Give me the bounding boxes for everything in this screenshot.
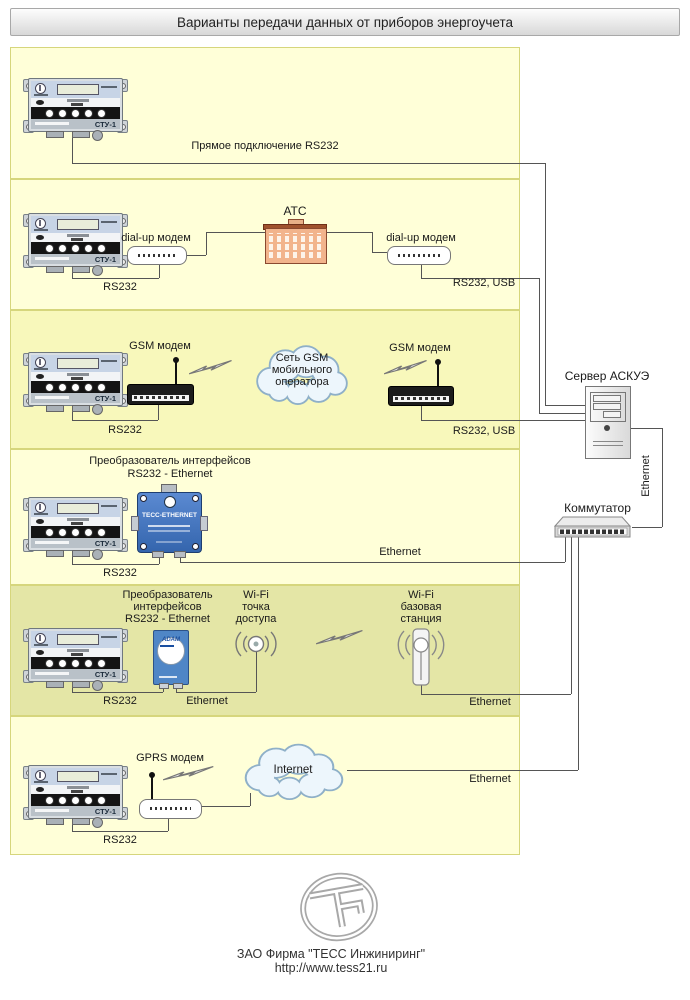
wifi-bs-title: Wi-Fi базовая станция	[400, 589, 442, 625]
company-url: http://www.tess21.ru	[274, 961, 388, 975]
converter-title-line1: Преобразователь интерфейсов	[89, 455, 251, 467]
ethernet-label: Ethernet	[469, 773, 511, 785]
connector-line	[72, 831, 168, 832]
meter-label: СТУ-1	[94, 120, 116, 129]
tess-logo-icon	[35, 502, 46, 513]
connector-line	[200, 806, 250, 807]
meter-buttons	[31, 657, 120, 669]
connector-line	[565, 537, 566, 562]
gsm-cloud-label: Сеть GSM мобильного оператора	[271, 352, 333, 388]
dialup-modem-left-label: dial-up модем	[121, 232, 191, 244]
wifi-ap-title: Wi-Fi точка доступа	[235, 589, 277, 625]
rs232-label: RS232	[103, 281, 137, 293]
diagram-title: Варианты передачи данных от приборов энергоучета	[176, 14, 514, 30]
meter-buttons	[31, 242, 120, 254]
gsm-modem-icon	[127, 384, 194, 405]
adam-converter-icon	[153, 630, 189, 685]
connector-line	[421, 694, 571, 695]
server-label: Сервер АСКУЭ	[564, 369, 650, 383]
connector-line	[421, 420, 586, 421]
ethernet-vertical-label: Ethernet	[640, 455, 652, 497]
atc-label: АТС	[283, 204, 307, 218]
connector-line	[72, 692, 163, 693]
connector-line	[545, 163, 546, 405]
meter-top-panel	[31, 81, 120, 99]
lcd-display	[57, 771, 99, 782]
gprs-modem-icon	[139, 799, 202, 819]
diagram-title-bar	[10, 8, 680, 36]
energy-meter-device	[28, 497, 123, 555]
connector-line	[372, 232, 373, 252]
meter-label: СТУ-1	[94, 670, 116, 679]
energy-meter-device	[28, 352, 123, 410]
gsm-modem-icon	[388, 386, 454, 406]
network-switch-icon	[551, 516, 634, 538]
gsm-modem-right-label: GSM модем	[389, 342, 451, 354]
rs232-label: RS232	[103, 567, 137, 579]
lcd-display	[57, 503, 99, 514]
tess-logo-icon	[35, 83, 46, 94]
tess-logo-icon	[164, 496, 176, 508]
antenna-icon	[437, 363, 439, 386]
company-name: ЗАО Фирма "ТЕСС Инжиниринг"	[236, 947, 426, 961]
connector-line	[421, 404, 422, 420]
antenna-icon	[151, 776, 153, 799]
meter-buttons	[31, 526, 120, 538]
connector-line	[185, 255, 206, 256]
connector-line	[158, 403, 159, 420]
gprs-modem-label: GPRS модем	[136, 752, 204, 764]
connector-line	[662, 428, 663, 527]
tess-logo-icon	[35, 633, 46, 644]
energy-meter-device	[28, 628, 123, 686]
connector-line	[206, 232, 207, 255]
wireless-bolt-icon	[384, 360, 428, 375]
tess-logo-icon	[35, 770, 46, 781]
meter-label: СТУ-1	[94, 394, 116, 403]
energy-meter-device	[28, 78, 123, 136]
wifi-base-station-icon	[391, 626, 451, 688]
connector-line	[168, 817, 169, 831]
connector-line	[206, 232, 265, 233]
connector-line	[325, 232, 372, 233]
connector-line	[72, 278, 159, 279]
wifi-access-point-icon	[232, 624, 280, 664]
dialup-modem-icon	[387, 246, 451, 265]
connector-line	[176, 692, 256, 693]
lcd-display	[57, 219, 99, 230]
connector-line	[545, 405, 586, 406]
meter-buttons	[31, 794, 120, 806]
antenna-icon	[175, 361, 177, 384]
connector-line	[347, 770, 578, 771]
meter-body	[28, 78, 123, 132]
connector-line	[72, 564, 159, 565]
meter-buttons	[31, 381, 120, 393]
adam-label: ADAM	[162, 637, 180, 643]
dialup-modem-icon	[127, 246, 187, 265]
connector-line	[539, 413, 586, 414]
meter-label: СТУ-1	[94, 539, 116, 548]
converter-device-label: ТЕСС-ETHERNET	[142, 512, 197, 519]
connector-line	[421, 263, 422, 278]
dialup-modem-right-label: dial-up модем	[386, 232, 456, 244]
meter-label: СТУ-1	[94, 255, 116, 264]
gsm-modem-left-label: GSM модем	[129, 340, 191, 352]
lcd-display	[57, 358, 99, 369]
tess-ethernet-converter-icon	[137, 492, 202, 553]
server-icon	[585, 386, 631, 459]
rs232-label: RS232	[108, 424, 142, 436]
connector-line	[72, 136, 73, 163]
connector-line	[578, 537, 579, 770]
ethernet-label: Ethernet	[186, 695, 228, 707]
wireless-bolt-icon	[189, 360, 233, 375]
wireless-bolt-icon	[316, 630, 364, 645]
direct-rs232-label: Прямое подключение RS232	[191, 140, 339, 152]
ethernet-label: Ethernet	[469, 696, 511, 708]
connector-line	[632, 527, 662, 528]
tess-logo-icon	[35, 218, 46, 229]
meter-buttons	[31, 107, 120, 119]
connector-line	[180, 562, 565, 563]
lcd-display	[57, 84, 99, 95]
wifi-converter-title: Преобразователь интерфейсов RS232 - Ethernet	[122, 589, 213, 625]
meter-label: СТУ-1	[94, 807, 116, 816]
connector-line	[571, 537, 572, 694]
energy-meter-device	[28, 213, 123, 271]
rs232-usb-label: RS232, USB	[452, 425, 516, 437]
internet-label: Internet	[273, 764, 313, 776]
connector-line	[372, 252, 387, 253]
switch-label: Коммутатор	[564, 501, 631, 515]
rs232-label: RS232	[103, 834, 137, 846]
connector-line	[539, 278, 540, 413]
atc-building-icon	[265, 228, 327, 264]
lcd-display	[57, 634, 99, 645]
energy-meter-device	[28, 765, 123, 823]
converter-title-line2: RS232 - Ethernet	[127, 468, 213, 480]
ethernet-label: Ethernet	[379, 546, 421, 558]
rs232-usb-label: RS232, USB	[452, 277, 516, 289]
wireless-bolt-icon	[163, 766, 215, 781]
rs232-label: RS232	[103, 695, 137, 707]
connector-line	[629, 428, 662, 429]
connector-line	[72, 163, 545, 164]
connector-line	[72, 420, 158, 421]
tess-logo-icon	[35, 357, 46, 368]
tess-company-logo	[298, 872, 380, 942]
connector-line	[159, 263, 160, 278]
